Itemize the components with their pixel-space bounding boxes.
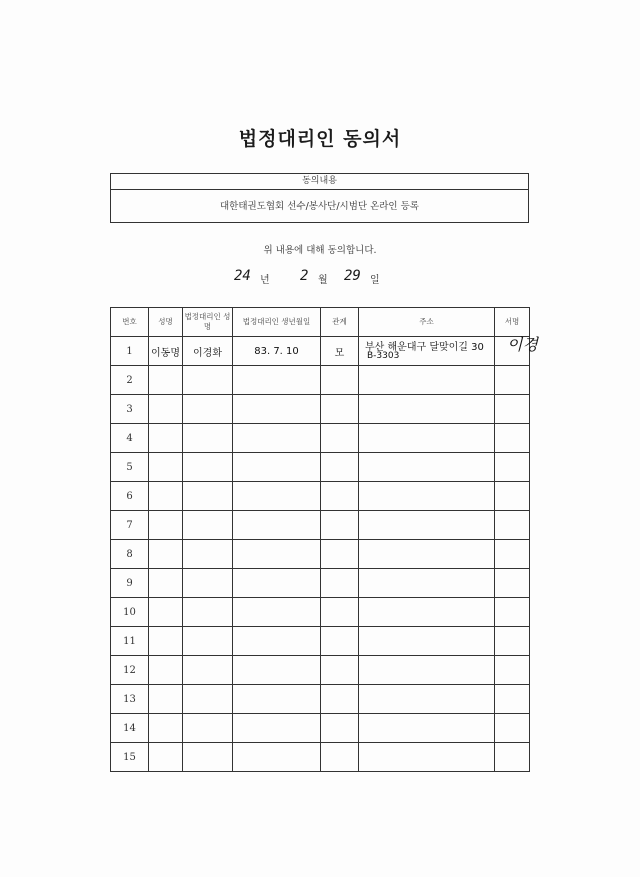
agree-statement: 위 내용에 대해 동의합니다. [263,245,377,256]
table-row [111,656,530,685]
date-day-label: 일 [370,275,380,286]
row-number: 8 [111,540,149,569]
date-year-label: 년 [260,275,270,286]
table-row [111,453,530,482]
table-row [111,424,530,453]
row-number: 2 [111,366,149,395]
table-header-row [111,308,530,337]
consent-content-box [110,173,529,223]
consent-heading: 동의내용 [111,174,528,190]
document-title: 법정대리인 동의서 [238,128,402,150]
row-number: 10 [111,598,149,627]
header-signature: 서명 [495,308,530,337]
guardian-table [110,307,530,772]
header-name: 성명 [149,308,183,337]
date-day-value: 29 [344,268,361,284]
date-line [220,268,420,288]
row-address [359,337,495,366]
consent-content: 대한태권도협회 선수/봉사단/시범단 온라인 등록 [219,201,419,212]
table-row [111,540,530,569]
row-number: 13 [111,685,149,714]
header-relation: 관계 [321,308,359,337]
row-number: 5 [111,453,149,482]
row-number: 14 [111,714,149,743]
table-row [111,714,530,743]
header-number: 번호 [111,308,149,337]
table-row [111,598,530,627]
row-guardian-name: 이경화 [183,337,233,366]
table-row [111,366,530,395]
row-number: 4 [111,424,149,453]
table-row [111,743,530,772]
row-number: 12 [111,656,149,685]
row-number: 9 [111,569,149,598]
date-month-label: 월 [318,275,328,286]
header-guardian-birthdate: 법정대리인 생년월일 [233,308,321,337]
table-row [111,395,530,424]
row-relation: 모 [321,337,359,366]
address-line-1: 부산 해운대구 달맞이길 30 [365,342,484,353]
handwritten-signature: 이경 [507,335,538,354]
header-address: 주소 [359,308,495,337]
table-row [111,482,530,511]
row-number: 15 [111,743,149,772]
row-number: 6 [111,482,149,511]
row-name: 이동명 [149,337,183,366]
date-year-value: 24 [234,268,251,284]
row-number: 1 [111,337,149,366]
row-number: 3 [111,395,149,424]
row-number: 11 [111,627,149,656]
table-row [111,337,530,366]
row-number: 7 [111,511,149,540]
date-month-value: 2 [300,268,309,284]
header-guardian-name: 법정대리인 성명 [183,308,233,337]
address-line-2: B-3303 [367,351,400,361]
table-row [111,569,530,598]
table-row [111,511,530,540]
row-guardian-birthdate: 83. 7. 10 [233,337,321,366]
table-row [111,685,530,714]
table-row [111,627,530,656]
